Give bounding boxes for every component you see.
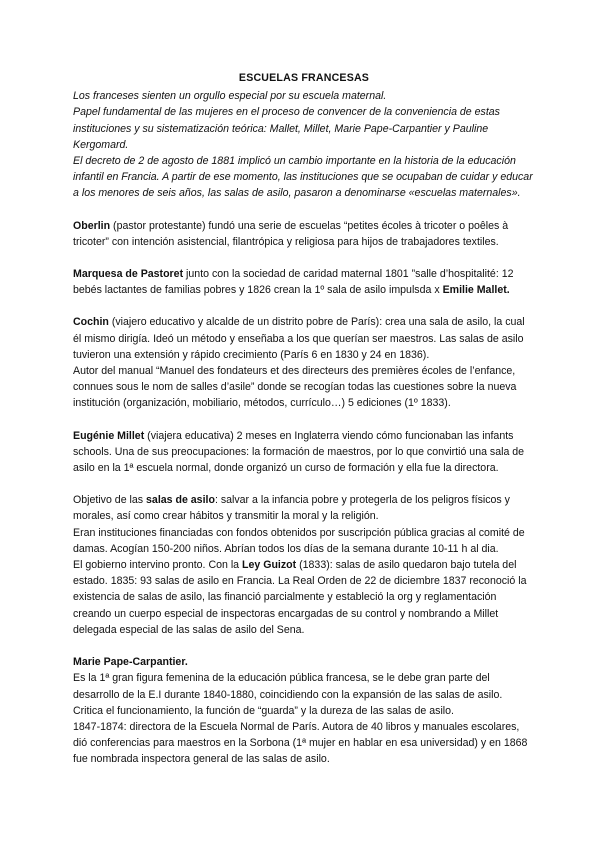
pape-heading	[73, 654, 535, 670]
salas-bold: salas de asilo	[146, 494, 215, 507]
pape-paragraph-3: 1847-1874: directora de la Escuela Normal de París. Autora de 40 libros y manuales escolares, dió conferencias para maestros en la Sorbona (1ª mujer en hablar en esa universidad) y en 1868 fue nombrada inspectora general de las salas de asilo.	[73, 720, 528, 766]
guizot-text: (1833): salas de asilo quedaron bajo tutela del estado. 1835: 93 salas de asilo en Francia. La Real Orden de 22 de diciembre 1837 reconoció la existencia de salas de asilo, las financió parcialmente y estableció la org y reglamentación creando un cuerpo especial de inspectoras encargadas de su control y nombrando a Millet delegada especial de las salas de asilo del Sena.	[73, 559, 527, 636]
salas-pre: Objetivo de las	[73, 494, 147, 507]
guizot-pre: El gobierno intervino pronto. Con la	[73, 559, 243, 572]
oberlin-text: (pastor protestante) fundó una serie de escuelas “petites écoles à tricoter o poêles à tricoter” con intención asistencial, filantrópica y religiosa para hijos de trabajadores textiles.	[73, 219, 509, 248]
document-body	[73, 70, 535, 768]
guizot-paragraph	[73, 557, 535, 638]
pastoret-text: junto con la sociedad de caridad maternal 1801 ”salle d’hospitalité: 12 bebés lactantes de familias pobres y 1826 crean la 1º sala de asilo impulsda x	[73, 268, 514, 297]
intro-line: Los franceses sienten un orgullo especial por su escuela maternal.	[73, 90, 387, 103]
mallet-name: Emilie Mallet.	[442, 284, 510, 297]
document-title: ESCUELAS FRANCESAS	[238, 72, 370, 84]
guizot-law: Ley Guizot	[242, 559, 297, 572]
pastoret-paragraph	[73, 266, 535, 298]
millet-paragraph	[73, 428, 535, 477]
intro-block	[73, 88, 535, 201]
pape-paragraph-2: Critica el funcionamiento, la función de “guarda” y la dureza de las salas de asilo.	[73, 704, 454, 717]
intro-line: Papel fundamental de las mujeres en el proceso de convencer de la conveniencia de estas instituciones y su sistematización teórica: Mallet, Millet, Marie Pape-Carpantier y Pauline Kergomard.	[73, 106, 500, 151]
oberlin-name: Oberlin	[73, 219, 111, 232]
salas-funding-paragraph: Eran instituciones financiadas con fondos obtenidos por suscripción pública gracias al comité de damas. Acogían 150-200 niños. Abrían todos los días de la semana durante 10-11 h al dia.	[73, 526, 525, 555]
cochin-manual-paragraph: Autor del manual “Manuel des fondateurs et des directeurs des premières écoles de l’enfance, connues sous le nom de salles d’asile” donde se recogían todas las cuestiones sobre la nueva institución (organización, mobiliario, métodos, currículo…) 5 ediciones (1º 1833).	[73, 365, 517, 410]
cochin-name: Cochin	[73, 316, 109, 329]
oberlin-paragraph	[73, 218, 535, 250]
intro-line: El decreto de 2 de agosto de 1881 implicó un cambio importante en la historia de la educación infantil en Francia. A partir de ese momento, las instituciones que se ocupaban de cuidar y educar a los menores de seis años, las salas de asilo, pasaron a denominarse «escuelas maternales».	[73, 155, 533, 200]
pastoret-name: Marquesa de Pastoret	[73, 268, 184, 281]
cochin-paragraph	[73, 314, 535, 363]
salas-text: : salvar a la infancia pobre y protegerla de los peligros físicos y morales, así como crear hábitos y transmitir la moral y la religión.	[73, 494, 510, 523]
cochin-text: (viajero educativo y alcalde de un distrito pobre de París): crea una sala de asilo, la cual él mismo dirigía. Ideó un método y enseñaba a los que querían ser maestros. Las salas de asilo tuvieron una extensión y rápido crecimiento (París 6 en 1830 y 24 en 1836).	[73, 316, 525, 361]
salas-objective-paragraph	[73, 492, 535, 524]
pape-paragraph-1: Es la 1ª gran figura femenina de la educación pública francesa, se le debe gran parte del desarrollo de la E.I durante 1840-1880, coincidiendo con la expansión de las salas de asilo.	[73, 672, 503, 701]
pape-name: Marie Pape-Carpantier.	[73, 656, 188, 669]
millet-name: Eugénie Millet	[73, 429, 145, 442]
millet-text: (viajera educativa) 2 meses en Inglaterra viendo cómo funcionaban las infants schools. Una de sus preocupaciones: la formación de maestros, por lo que convirtió una sala de asilo en la 1ª escuela normal, donde organizó un curso de formación y ella fue la directora.	[73, 429, 525, 475]
